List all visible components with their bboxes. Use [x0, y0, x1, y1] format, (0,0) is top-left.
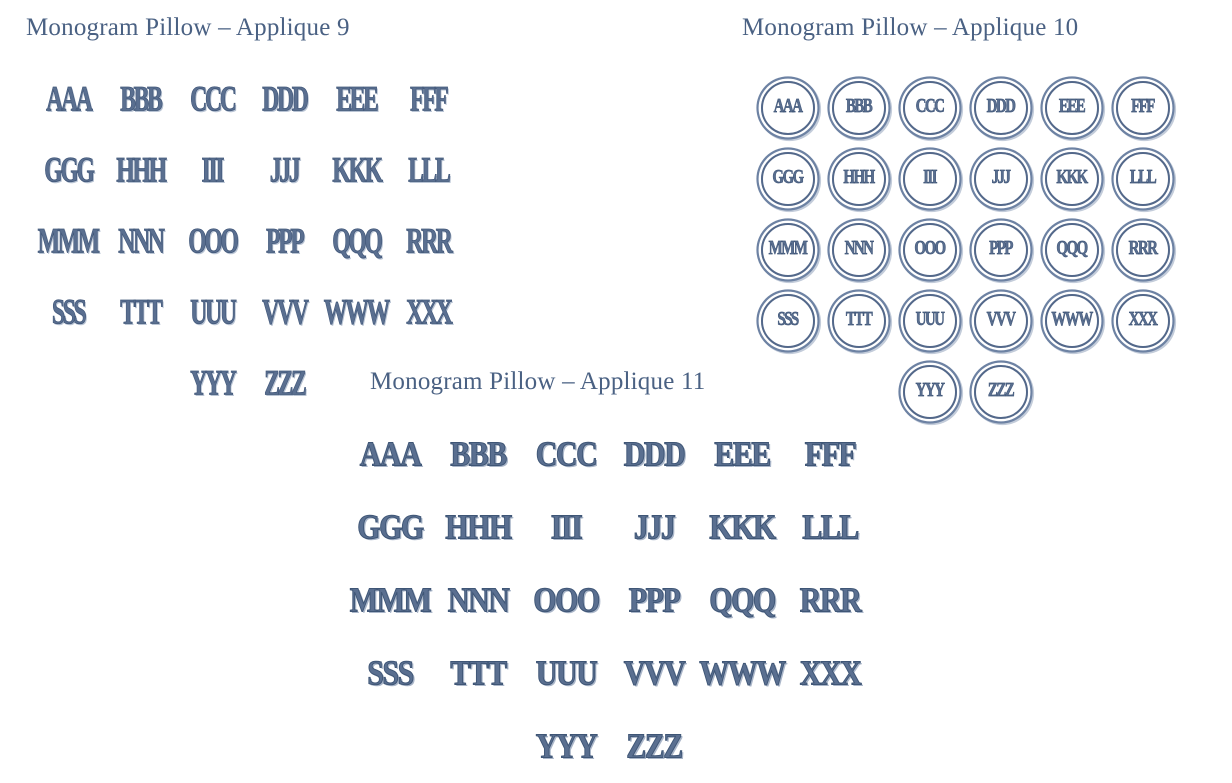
monogram-badge	[832, 223, 886, 277]
monogram-glyph: JJJ	[991, 167, 1010, 189]
monogram-cell[interactable]	[405, 221, 452, 262]
monogram-glyph: AAA	[773, 96, 802, 118]
monogram-cell[interactable]	[1116, 81, 1170, 135]
monogram-cell[interactable]	[903, 152, 957, 206]
monogram-cell[interactable]	[447, 580, 509, 619]
monogram-glyph: RRR	[1128, 238, 1157, 260]
monogram-glyph: UUU	[189, 292, 235, 333]
monogram-badge	[761, 81, 815, 135]
monogram-badge	[761, 294, 815, 348]
monogram-cell[interactable]	[119, 79, 162, 120]
monogram-cell[interactable]	[36, 221, 99, 262]
monogram-glyph: YYY	[535, 726, 597, 765]
monogram-cell[interactable]	[761, 152, 815, 206]
monogram-badge	[903, 294, 957, 348]
monogram-cell[interactable]	[405, 292, 452, 333]
monogram-glyph: XXX	[1128, 309, 1157, 331]
monogram-cell[interactable]	[201, 150, 223, 191]
monogram-cell[interactable]	[349, 580, 431, 619]
applique-9-title: Monogram Pillow – Applique 9	[26, 14, 350, 41]
monogram-cell[interactable]	[119, 292, 162, 333]
monogram-glyph: QQQ	[331, 221, 381, 262]
monogram-glyph: UUU	[535, 653, 597, 692]
monogram-glyph: FFF	[409, 79, 447, 120]
monogram-cell[interactable]	[709, 507, 775, 546]
monogram-cell[interactable]	[974, 152, 1028, 206]
monogram-cell[interactable]	[832, 152, 886, 206]
monogram-cell[interactable]	[761, 81, 815, 135]
monogram-glyph: III	[550, 507, 582, 546]
monogram-cell[interactable]	[628, 580, 680, 619]
monogram-cell[interactable]	[804, 434, 856, 473]
monogram-glyph: III	[201, 150, 223, 191]
monogram-cell[interactable]	[189, 79, 236, 120]
monogram-cell[interactable]	[535, 434, 597, 473]
monogram-glyph: III	[923, 167, 936, 189]
monogram-glyph: AAA	[359, 434, 421, 473]
monogram-cell[interactable]	[709, 580, 775, 619]
monogram-badge	[974, 152, 1028, 206]
monogram-glyph: WWW	[1051, 309, 1092, 331]
applique-9-section	[26, 14, 464, 419]
monogram-glyph: RRR	[405, 221, 451, 262]
monogram-badge	[832, 152, 886, 206]
monogram-cell[interactable]	[903, 223, 957, 277]
monogram-glyph: WWW	[323, 292, 389, 333]
monogram-glyph: MMM	[37, 221, 99, 262]
monogram-cell[interactable]	[832, 81, 886, 135]
monogram-cell[interactable]	[626, 726, 682, 765]
monogram-glyph: NNN	[844, 238, 873, 260]
applique-11-section	[340, 368, 874, 783]
monogram-glyph: FFF	[1131, 96, 1154, 118]
monogram-cell[interactable]	[535, 653, 597, 692]
monogram-cell[interactable]	[974, 365, 1028, 419]
monogram-glyph: ZZZ	[263, 363, 305, 404]
monogram-cell[interactable]	[903, 365, 957, 419]
monogram-badge	[974, 223, 1028, 277]
monogram-cell[interactable]	[1045, 81, 1099, 135]
monogram-cell[interactable]	[51, 292, 85, 333]
monogram-glyph: ZZZ	[626, 726, 682, 765]
monogram-glyph: CCC	[535, 434, 597, 473]
monogram-badge	[1045, 294, 1099, 348]
monogram-cell[interactable]	[43, 150, 94, 191]
monogram-glyph: HHH	[115, 150, 165, 191]
monogram-glyph: RRR	[799, 580, 861, 619]
monogram-glyph: HHH	[843, 167, 874, 189]
monogram-glyph: EEE	[335, 79, 377, 120]
monogram-cell[interactable]	[832, 294, 886, 348]
monogram-glyph: VVV	[261, 292, 307, 333]
monogram-badge	[1116, 294, 1170, 348]
monogram-glyph: BBB	[845, 96, 872, 118]
monogram-cell[interactable]	[974, 223, 1028, 277]
monogram-glyph: UUU	[915, 309, 944, 331]
monogram-glyph: OOO	[533, 580, 599, 619]
applique-10-title: Monogram Pillow – Applique 10	[742, 14, 1079, 41]
monogram-glyph: YYY	[189, 363, 235, 404]
monogram-cell[interactable]	[357, 507, 423, 546]
monogram-glyph: WWW	[699, 653, 785, 692]
monogram-glyph: DDD	[986, 96, 1015, 118]
monogram-badge	[761, 223, 815, 277]
monogram-cell[interactable]	[450, 653, 506, 692]
monogram-cell[interactable]	[187, 221, 238, 262]
monogram-glyph: SSS	[777, 309, 798, 331]
monogram-glyph: KKK	[1056, 167, 1087, 189]
monogram-glyph: TTT	[845, 309, 872, 331]
monogram-cell[interactable]	[331, 150, 382, 191]
monogram-cell[interactable]	[550, 507, 582, 546]
monogram-glyph: SSS	[367, 653, 413, 692]
monogram-glyph: LLL	[802, 507, 858, 546]
monogram-glyph: MMM	[768, 238, 807, 260]
monogram-glyph: XXX	[405, 292, 451, 333]
monogram-glyph: TTT	[450, 653, 506, 692]
monogram-cell[interactable]	[265, 221, 303, 262]
monogram-cell[interactable]	[623, 653, 685, 692]
applique-10-section	[742, 14, 1178, 427]
monogram-cell[interactable]	[359, 434, 421, 473]
monogram-cell[interactable]	[832, 223, 886, 277]
monogram-glyph: FFF	[804, 434, 856, 473]
monogram-cell[interactable]	[761, 294, 815, 348]
monogram-cell[interactable]	[974, 294, 1028, 348]
monogram-cell[interactable]	[45, 79, 92, 120]
monogram-glyph: ZZZ	[987, 380, 1014, 402]
monogram-badge	[1045, 81, 1099, 135]
monogram-cell[interactable]	[445, 507, 511, 546]
monogram-cell[interactable]	[115, 150, 166, 191]
applique-11-grid	[346, 418, 874, 783]
monogram-badge	[974, 81, 1028, 135]
monogram-glyph: VVV	[623, 653, 685, 692]
monogram-glyph: HHH	[445, 507, 511, 546]
monogram-cell[interactable]	[1045, 294, 1099, 348]
monogram-cell[interactable]	[903, 294, 957, 348]
monogram-cell[interactable]	[189, 363, 236, 404]
monogram-cell[interactable]	[1116, 152, 1170, 206]
monogram-badge	[1116, 81, 1170, 135]
monogram-cell[interactable]	[714, 434, 770, 473]
monogram-glyph: OOO	[914, 238, 945, 260]
monogram-glyph: DDD	[623, 434, 685, 473]
monogram-cell[interactable]	[1116, 223, 1170, 277]
monogram-cell[interactable]	[1116, 294, 1170, 348]
monogram-cell[interactable]	[1045, 152, 1099, 206]
monogram-badge	[903, 152, 957, 206]
monogram-glyph: DDD	[261, 79, 307, 120]
monogram-glyph: JJJ	[269, 150, 299, 191]
monogram-badge	[832, 81, 886, 135]
monogram-glyph: QQQ	[1056, 238, 1087, 260]
monogram-glyph: QQQ	[709, 580, 775, 619]
monogram-cell[interactable]	[407, 150, 450, 191]
monogram-cell[interactable]	[117, 221, 164, 262]
monogram-glyph: GGG	[357, 507, 423, 546]
monogram-glyph: AAA	[45, 79, 91, 120]
monogram-glyph: PPP	[265, 221, 303, 262]
monogram-glyph: PPP	[989, 238, 1012, 260]
monogram-badge	[1116, 152, 1170, 206]
applique-9-grid	[32, 64, 464, 419]
monogram-glyph: VVV	[986, 309, 1015, 331]
monogram-glyph: EEE	[714, 434, 770, 473]
monogram-badge	[903, 223, 957, 277]
monogram-cell[interactable]	[974, 81, 1028, 135]
monogram-glyph: CCC	[189, 79, 235, 120]
monogram-glyph: MMM	[349, 580, 431, 619]
monogram-glyph: SSS	[51, 292, 85, 333]
monogram-glyph: JJJ	[633, 507, 675, 546]
monogram-glyph: NNN	[447, 580, 509, 619]
monogram-glyph: BBB	[450, 434, 506, 473]
monogram-cell[interactable]	[699, 653, 785, 692]
monogram-glyph: GGG	[43, 150, 93, 191]
monogram-badge	[974, 365, 1028, 419]
monogram-glyph: BBB	[119, 79, 161, 120]
monogram-cell[interactable]	[799, 653, 861, 692]
monogram-glyph: GGG	[772, 167, 803, 189]
monogram-badge	[903, 81, 957, 135]
monogram-badge	[1116, 223, 1170, 277]
monogram-cell[interactable]	[263, 363, 306, 404]
monogram-glyph: YYY	[915, 380, 944, 402]
monogram-badge	[761, 152, 815, 206]
monogram-cell[interactable]	[535, 726, 597, 765]
monogram-cell[interactable]	[802, 507, 858, 546]
monogram-badge	[974, 294, 1028, 348]
monogram-cell[interactable]	[331, 221, 382, 262]
monogram-badge	[1045, 223, 1099, 277]
monogram-cell[interactable]	[533, 580, 599, 619]
monogram-glyph: EEE	[1058, 96, 1085, 118]
monogram-glyph: CCC	[915, 96, 944, 118]
monogram-glyph: NNN	[117, 221, 163, 262]
monogram-cell[interactable]	[335, 79, 378, 120]
monogram-cell[interactable]	[261, 79, 308, 120]
monogram-cell[interactable]	[633, 507, 675, 546]
monogram-glyph: TTT	[119, 292, 161, 333]
monogram-cell[interactable]	[1045, 223, 1099, 277]
monogram-cell[interactable]	[189, 292, 236, 333]
monogram-glyph: LLL	[1129, 167, 1156, 189]
applique-11-title: Monogram Pillow – Applique 11	[370, 368, 706, 395]
monogram-cell[interactable]	[799, 580, 861, 619]
monogram-cell[interactable]	[761, 223, 815, 277]
monogram-glyph: LLL	[407, 150, 449, 191]
monogram-glyph: KKK	[709, 507, 775, 546]
monogram-glyph: KKK	[331, 150, 381, 191]
monogram-badge	[1045, 152, 1099, 206]
monogram-cell[interactable]	[450, 434, 506, 473]
monogram-cell[interactable]	[322, 292, 390, 333]
monogram-badge	[903, 365, 957, 419]
monogram-cell[interactable]	[409, 79, 447, 120]
monogram-glyph: PPP	[628, 580, 680, 619]
monogram-badge	[832, 294, 886, 348]
monogram-glyph: OOO	[187, 221, 237, 262]
monogram-cell[interactable]	[623, 434, 685, 473]
monogram-glyph: XXX	[799, 653, 861, 692]
monogram-cell[interactable]	[261, 292, 308, 333]
monogram-cell[interactable]	[269, 150, 299, 191]
monogram-cell[interactable]	[367, 653, 413, 692]
monogram-cell[interactable]	[903, 81, 957, 135]
